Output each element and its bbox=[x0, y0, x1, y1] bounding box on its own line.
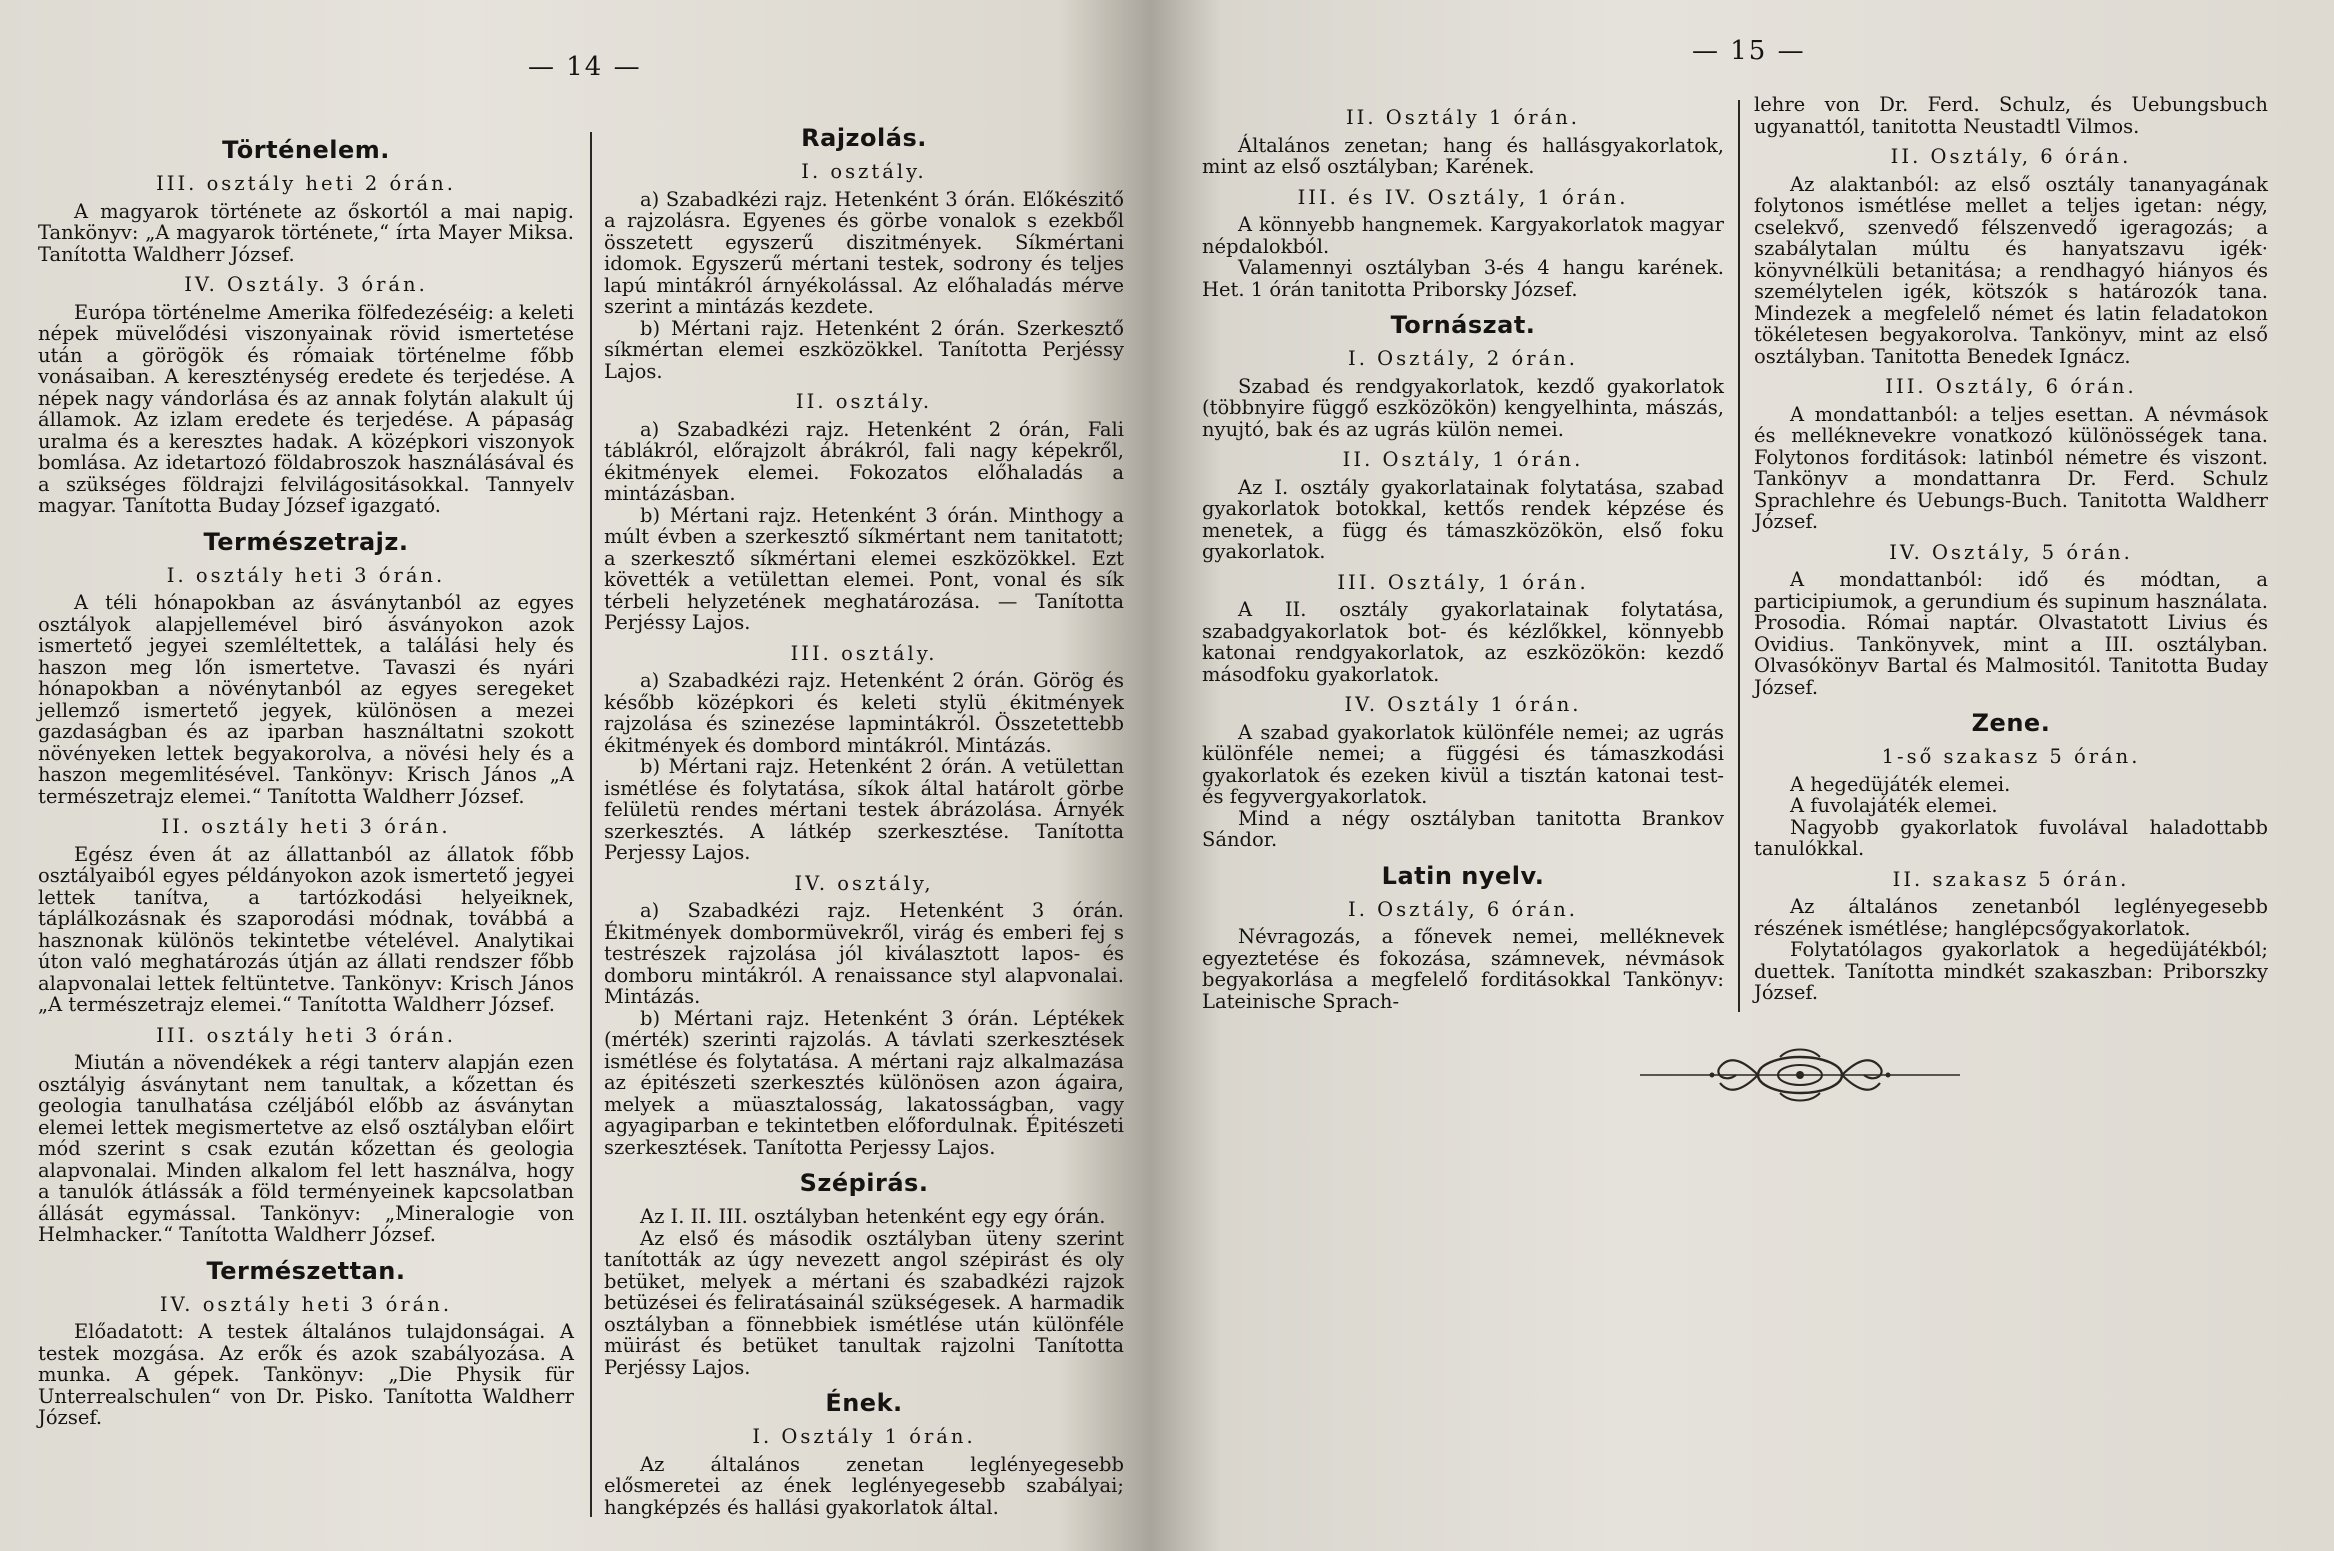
paragraph: lehre von Dr. Ferd. Schulz, és Uebungsbuch ugyanattól, tanitotta Neustadtl Vilmos. bbox=[1754, 93, 2268, 138]
class-subheading: I. Osztály, 2 órán. bbox=[1348, 347, 1578, 370]
class-subheading: I. osztály heti 3 órán. bbox=[166, 563, 446, 587]
paragraph: Az I. II. III. osztályban hetenként egy egy órán. bbox=[640, 1205, 1106, 1228]
paragraph: Szabad és rendgyakorlatok, kezdő gyakorlatok (többnyire függő eszközökön) kengyelhinta, mászás, nyujtó, bak és az ugrás külön nemei. bbox=[1202, 374, 1724, 441]
paragraph: Az I. osztály gyakorlatainak folytatása, szabad gyakorlatok botokkal, kettős rendek képzése és menetek, a függ és támaszközökön, első foku gyakorlatok. bbox=[1202, 475, 1724, 563]
paragraph: A II. osztály gyakorlatainak folytatása, szabadgyakorlatok bot- és kézlőkkel, könnyebb katonai rendgyakorlatok, az eszközökön: kezdő másodfoku gyakorlatok. bbox=[1202, 598, 1724, 686]
paragraph: b) Mértani rajz. Hetenként 2 órán. A vetülettan ismétlése és folytatása, síkok által határolt görbe felületü rendes mértani testek ábrázolása. Árnyék szerkesztés. A látkép szerkesztése. Tanította Perjessy Lajos. bbox=[604, 755, 1124, 864]
section-heading: Tornászat. bbox=[1390, 311, 1536, 339]
section-heading: Ének. bbox=[825, 1389, 903, 1417]
class-subheading: IV. Osztály 1 órán. bbox=[1344, 693, 1582, 716]
class-subheading: II. Osztály 1 órán. bbox=[1345, 106, 1581, 129]
page-number: — 14 — bbox=[528, 52, 642, 82]
class-subheading: III. és IV. Osztály, 1 órán. bbox=[1297, 185, 1629, 209]
paragraph: Folytatólagos gyakorlatok a hegedüjátékból; duettek. Tanította mindkét szakaszban: Priborszky József. bbox=[1754, 938, 2268, 1004]
page-number: — 15 — bbox=[1692, 36, 1806, 66]
section-heading: Természettan. bbox=[206, 1256, 406, 1285]
section-heading: Természetrajz. bbox=[203, 527, 409, 556]
ornament-flourish-icon bbox=[1640, 1045, 1960, 1105]
paragraph: Az általános zenetan leglényegesebb elősmeretei az ének leglényegesebb szabályai; hangképzés és hallási gyakorlatok által. bbox=[604, 1452, 1124, 1519]
class-subheading: IV. osztály, bbox=[794, 871, 934, 895]
column-right bbox=[1754, 94, 2268, 1004]
class-subheading: III. osztály. bbox=[790, 641, 938, 665]
column-divider bbox=[1738, 100, 1740, 1012]
paragraph: A hegedüjáték elemei. bbox=[1790, 772, 2011, 796]
section-heading: Latin nyelv. bbox=[1381, 861, 1545, 890]
paragraph: b) Mértani rajz. Hetenként 2 órán. Szerkesztő síkmértan elemei eszközökkel. Tanította Perjéssy Lajos. bbox=[604, 316, 1124, 383]
paragraph: Az alaktanból: az első osztály tananyagának folytonos ismétlése mellet a teljes igetan: négy, cselekvő, szenvedő félszenvedő igeragozás; a szabálytalan múltu és hanyatszavu igék· könyvnélküli betanitása; a rendhagyó hiányos és személytelen igék, kötszók s határozók tana. Mindezek a megfelelő német és latin feladatokon tökéletesen begyakorolva. Tankönyv, mint az első osztályban. Tanitotta Benedek Ignácz. bbox=[1754, 172, 2268, 368]
class-subheading: II. osztály heti 3 órán. bbox=[161, 815, 451, 838]
paragraph: Európa történelme Amerika fölfedezéséig: a keleti népek müvelődési viszonyainak rövid ismertetése után a görögök és rómaiak történelme főbb vonásaiban. A kereszténység eredete és terjedése. A népek nagy vándorlása és az annak folytán alakult új államok. Az izlam eredete és terjedése. A pápaság uralma és a keresztes hadak. A középkori viszonyok bomlása. Az idetartozó földabroszok használásával és a szükséges földrajzi felvilágositásokkal. Tannyelv magyar. Tanította Buday József igazgató. bbox=[38, 300, 574, 517]
page-14 bbox=[0, 0, 1150, 1551]
paragraph: Nagyobb gyakorlatok fuvolával haladottabb tanulókkal. bbox=[1754, 815, 2268, 860]
paragraph: A magyarok története az őskortól a mai napig. Tankönyv: „A magyarok története,“ írta Mayer Miksa. Tanította Waldherr József. bbox=[38, 199, 574, 266]
paragraph: a) Szabadkézi rajz. Hetenként 3 órán. Ékitmények dombormüvekről, virág és emberi fej s testrészek rajzolása jól kiválasztott lapos- és domboru mintákról. A renaissance styl alapvonalai. Mintázás. bbox=[604, 899, 1124, 1008]
class-subheading: II. szakasz 5 órán. bbox=[1892, 867, 2130, 891]
class-subheading: III. Osztály, 6 órán. bbox=[1885, 375, 2137, 398]
page-15 bbox=[1150, 0, 2334, 1551]
class-subheading: II. osztály. bbox=[795, 390, 933, 413]
paragraph: Valamennyi osztályban 3-és 4 hangu karének. Het. 1 órán tanitotta Priborsky József. bbox=[1202, 256, 1724, 301]
column-left bbox=[38, 136, 574, 1429]
section-heading: Szépirás. bbox=[799, 1169, 929, 1197]
paragraph: A szabad gyakorlatok különféle nemei; az ugrás különféle nemei; a függési és támaszkodási gyakorlatok és ezeken kivül a tisztán katonai test- és fegyvergyakorlatok. bbox=[1202, 720, 1724, 808]
paragraph: b) Mértani rajz. Hetenként 3 órán. Minthogy a múlt évben a szerkesztő síkmértant nem tanitatott; a szerkesztő síkmértani elemei eszközökkel. Ezt követték a vetülettan elemei. Pont, vonal és sík térbeli helyzetének meghatározása. — Tanította Perjéssy Lajos. bbox=[604, 503, 1124, 634]
paragraph: Egész éven át az állattanból az állatok főbb osztályaiból egyes példányokon azok ismertető jegyei lettek tanítva, a tartózkodási helyeiknek, táplálkozásnak és szaporodási módnak, továbbá a hasznonak különös tekintetbe vételével. Analytikai úton való meghatározás útján az állati rendszer főbb alapvonalai lettek feltüntetve. Tankönyv: Krisch János „A természetrajz elemei.“ Tanította Waldherr József. bbox=[38, 842, 574, 1016]
class-subheading: III. osztály heti 3 órán. bbox=[156, 1023, 456, 1047]
column-divider bbox=[590, 132, 592, 1517]
paragraph: A mondattanból: idő és módtan, a participiumok, a gerundium és supinum használata. Prosodia. Római naptár. Olvastatott Livius és Ovidius. Tankönyvek, mint a III. osztályban. Olvasókönyv Bartal és Malmositól. Tanitotta Buday József. bbox=[1754, 568, 2268, 699]
class-subheading: II. Osztály, 6 órán. bbox=[1890, 145, 2132, 168]
class-subheading: IV. osztály heti 3 órán. bbox=[159, 1292, 453, 1316]
paragraph: Előadatott: A testek általános tulajdonságai. A testek mozgása. Az erők és azok szabályozása. A munka. A gépek. Tankönyv: „Die Physik für Unterrealschulen“ von Dr. Pisko. Tanította Waldherr József. bbox=[38, 1320, 574, 1429]
class-subheading: IV. Osztály, 5 órán. bbox=[1889, 540, 2133, 564]
paragraph: Az általános zenetanból leglényegesebb részének ismétlése; hanglépcsőgyakorlatok. bbox=[1754, 895, 2268, 940]
section-heading: Történelem. bbox=[222, 136, 390, 164]
paragraph: a) Szabadkézi rajz. Hetenként 3 órán. Előkészitő a rajzolásra. Egyenes és görbe vonalok s ezekből összetett egyszerű diszitmények. Síkmértani idomok. Egyszerű mértani testek, sodrony és teljes lapú mintákról árnyékolással. Az előhaladás mérve szerint a mintázás kezdete. bbox=[604, 187, 1124, 318]
paragraph: A fuvolajáték elemei. bbox=[1790, 794, 1998, 817]
class-subheading: III. Osztály, 1 órán. bbox=[1337, 570, 1589, 594]
paragraph: Névragozás, a főnevek nemei, melléknevek egyeztetése és fokozása, számnevek, névmások begyakorlása a megfelelő forditásokkal Tankönyv: Lateinische Sprach- bbox=[1202, 925, 1724, 1013]
class-subheading: I. Osztály 1 órán. bbox=[752, 1425, 976, 1448]
class-subheading: I. Osztály, 6 órán. bbox=[1348, 897, 1578, 921]
paragraph: Általános zenetan; hang és hallásgyakorlatok, mint az első osztályban; Karének. bbox=[1202, 133, 1724, 178]
paragraph: A könnyebb hangnemek. Kargyakorlatok magyar népdalokból. bbox=[1202, 213, 1724, 258]
column-right bbox=[604, 124, 1124, 1518]
class-subheading: I. osztály. bbox=[801, 160, 927, 183]
paragraph: Mind a négy osztályban tanitotta Brankov Sándor. bbox=[1202, 806, 1724, 851]
paragraph: a) Szabadkézi rajz. Hetenként 2 órán, Fali táblákról, előrajzolt ábrákról, fali nagy képekről, ékitmények elemei. Fokozatos előhaladás a mintázásban. bbox=[604, 417, 1124, 505]
class-subheading: II. Osztály, 1 órán. bbox=[1342, 448, 1584, 471]
paragraph: b) Mértani rajz. Hetenként 3 órán. Léptékek (mérték) szerinti rajzolás. A távlati szerkesztések ismétlése és folytatása. A mértani rajz alkalmazása az épitészeti szerkesztés különösen azon ágaira, melyek a müasztalosság, lakatosságban, vagy agyagiparban e tekintetben előfordulnak. Épitészeti szerkesztések. Tanította Perjessy Lajos. bbox=[604, 1006, 1124, 1159]
paragraph: Az első és második osztályban üteny szerint tanították az úgy nevezett angol szépirást és oly betüket, melyek a mértani és szabadkézi rajzok betüzései és feliratásainál szükségesek. A harmadik osztályban a fönnebbiek ismétlése után különféle müirást és betüket tanultak rajzolni Tanította Perjéssy Lajos. bbox=[604, 1226, 1124, 1379]
paragraph: a) Szabadkézi rajz. Hetenként 2 órán. Görög és később középkori és keleti stylü ékitmények rajzolása és szinezése lapmintákról. Összetettebb ékitmények és dombord mintákról. Mintázás. bbox=[604, 669, 1124, 757]
section-heading: Rajzolás. bbox=[801, 124, 927, 152]
paragraph: A mondattanból: a teljes esettan. A névmások és melléknevekre vonatkozó különösségek tana. Folytonos forditások: latinból németre és viszont. Tankönyv a mondattanra Dr. Ferd. Schulz Sprachlehre és Uebungs-Buch. Tanitotta Waldherr József. bbox=[1754, 402, 2268, 533]
section-heading: Zene. bbox=[1971, 709, 2051, 737]
class-subheading: 1-ső szakasz 5 órán. bbox=[1881, 745, 2141, 768]
paragraph: Miután a növendékek a régi tanterv alapján ezen osztályig ásványtant nem tanultak, a kőzettan és geologia tanulhatása czéljából előbb az ásványtan elemei lettek megismertetve az első osztályban előirt mód szerint s csak ezután kőzettan és geologia alapvonalai. Minden alkalom fel lett használva, hogy a tanulók átlássák a föld terményeinek kapcsolatban állását egymással. Tankönyv: „Mineralogie von Helmhacker.“ Tanította Waldherr József. bbox=[38, 1051, 574, 1246]
paragraph: A téli hónapokban az ásványtanból az egyes osztályok alapjellemével biró ásványokon azok ismertető jegyei szemléltettek, a találási hely és haszon meg lőn ismertetve. Tavaszi és nyári hónapokban a növénytanból az egyes seregeket jellemző ismertető jegyek, különösen a mezei gazdaságban és az iparban használtatni szokott növényeken lettek begyakorolva, a növési hely és a haszon megemlitésével. Tankönyv: Krisch János „A természetrajz elemei.“ Tanította Waldherr József. bbox=[38, 591, 574, 808]
column-left bbox=[1202, 98, 1724, 1012]
class-subheading: III. osztály heti 2 órán. bbox=[156, 172, 456, 195]
class-subheading: IV. Osztály. 3 órán. bbox=[184, 273, 428, 296]
